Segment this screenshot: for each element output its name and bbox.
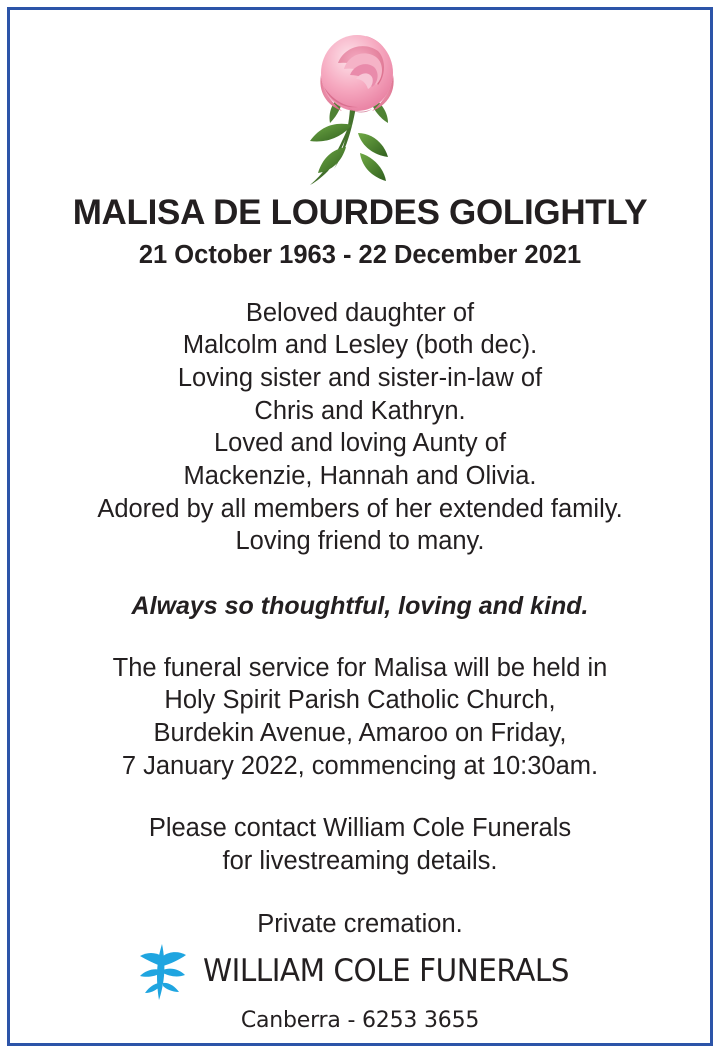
tribute-text: Always so thoughtful, loving and kind. xyxy=(131,591,589,620)
page-title: MALISA DE LOURDES GOLIGHTLY xyxy=(72,193,648,232)
company-contact: Canberra - 6253 3655 xyxy=(240,1008,480,1034)
service-line: The funeral service for Malisa will be held in xyxy=(112,653,608,682)
cremation-note: Private cremation. xyxy=(257,909,463,938)
family-block xyxy=(33,297,687,558)
blue-leaf-logo-icon xyxy=(131,940,193,1002)
life-dates: 21 October 1963 - 22 December 2021 xyxy=(138,240,582,269)
service-line: Burdekin Avenue, Amaroo on Friday, xyxy=(153,719,567,748)
family-line: Loved and loving Aunty of xyxy=(213,429,507,458)
service-details-block xyxy=(33,652,687,783)
service-line: Holy Spirit Parish Catholic Church, xyxy=(164,686,556,715)
service-line: 7 January 2022, commencing at 10:30am. xyxy=(121,751,599,780)
family-line: Malcolm and Lesley (both dec). xyxy=(182,331,538,360)
family-line: Loving sister and sister-in-law of xyxy=(177,364,543,393)
family-line: Loving friend to many. xyxy=(235,527,485,556)
livestream-line: for livestreaming details. xyxy=(222,846,498,875)
family-line: Beloved daughter of xyxy=(245,298,475,327)
livestream-block xyxy=(33,812,687,877)
family-line: Chris and Kathryn. xyxy=(254,396,466,425)
company-name: WILLIAM COLE FUNERALS xyxy=(203,952,570,989)
family-line: Adored by all members of her extended family. xyxy=(97,494,623,523)
livestream-line: Please contact William Cole Funerals xyxy=(148,814,572,843)
family-line: Mackenzie, Hannah and Olivia. xyxy=(183,461,537,490)
funeral-home-footer xyxy=(33,940,687,1037)
pink-rose-icon xyxy=(260,29,460,189)
